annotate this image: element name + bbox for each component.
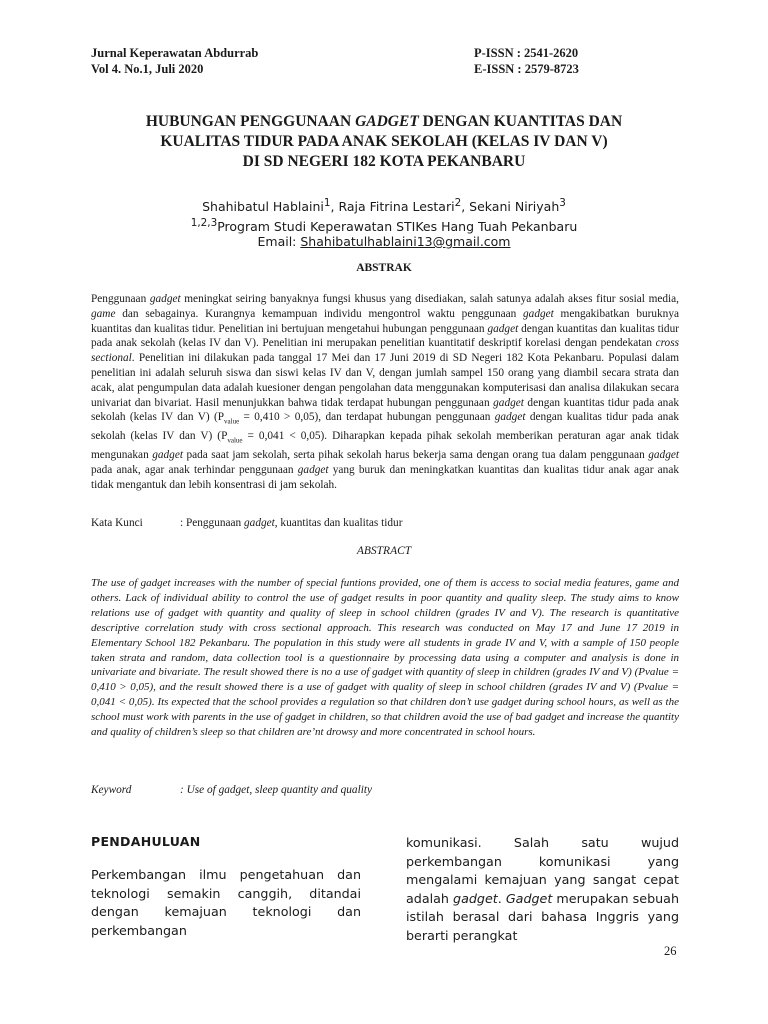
kata-kunci-label: Kata Kunci: [91, 517, 143, 529]
abstract-body: The use of gadget increases with the number of special funtions provided, one of them is access to social media features, game and others. Lack of individual ability to control the use of gadget results in poor quantity and quality sleep. The study aims to know relations use of gadget with quantity and quality of sleep in school children (grades IV and V). The research is quantitative descriptive correlation study with cross sectional approach. This research was conducted on May 17 and June 17 2019 in Elementary School 182 Pekanbaru. The population in this study were all students in grade IV and V, with a sample of 150 people taken strata and random, data collection tool is a questionnaire by processing data using a computer and analysis is done in univariate and bivariate. The result showed there is no a use of gadget with quantity of sleep in children (grades IV and V) (Pvalue = 0,410 > 0,05), and the result showed there is a use of gadget with quality of sleep in school children (grades IV and V) (Pvalue = 0,041 < 0,05). Its expected that the school provides a regulation so that children don’t use gadget during school hours, as well as the school must work with parents in the use of gadget in children, so that children avoid the use of bad gadget and increase the quantity and quality of children’s sleep so that children are’nt drowsy and more concentrated in school hours.: [91, 577, 679, 739]
journal-name: Jurnal Keperawatan Abdurrab: [91, 46, 259, 60]
intro-left-column: Perkembangan ilmu pengetahuan dan teknologi semakin canggih, ditandai dengan kemajuan teknologi dan perkembangan: [91, 867, 361, 938]
abstract-heading: ABSTRACT: [356, 545, 412, 557]
paper-title: [80, 112, 688, 172]
title-line-2: KUALITAS TIDUR PADA ANAK SEKOLAH (KELAS IV DAN V): [160, 133, 608, 150]
abstrak-body: Penggunaan gadget meningkat seiring banyaknya fungsi khusus yang disediakan, salah satunya adalah akses fitur sosial media, game dan sebagainya. Kurangnya kemampuan individu mengontrol waktu penggunaan gadget mengakibatkan buruknya kuantitas dan kualitas tidur. Penelitian ini bertujuan mengetahui hubungan penggunaan gadget dengan kuantitas dan kualitas tidur pada anak sekolah (kelas IV dan V). Penelitian ini merupakan penelitian kuantitatif deskriptif korelasi dengan pendekatan cross sectional. Penelitian ini dilakukan pada tanggal 17 Mei dan 17 Juni 2019 di SD Negeri 182 Kota Pekanbaru. Populasi dalam penelitian ini adalah seluruh siswa dan siswi kelas IV dan V, dengan jumlah sampel 150 orang yang diambil secara strata dan acak, alat pengumpulan data adalah kuesioner dengan pengolahan data menggunakan komputerisasi dan analisa dilakukan secara univariat dan bivariat. Hasil menunjukkan bahwa tidak terdapat hubungan penggunaan gadget dengan kuantitas tidur pada anak sekolah (kelas IV dan V) $(P_{value} = 0,410 > 0,05)$, dan terdapat hubungan penggunaan gadget dengan kualitas tidur pada anak sekolah (kelas IV dan V) $(P_{value} = 0,041 < 0,05)$. Diharapkan kepada pihak sekolah memberikan peraturan agar anak tidak mengunakan gadget pada saat jam sekolah, serta pihak sekolah harus bekerja sama dengan orang tua dalam penggunaan gadget pada anak, agar anak terhindar penggunaan gadget yang buruk dan meningkatkan kuantitas dan kualitas tidur anak agar anak tidak mengantuk dan lebih konsentrasi di jam sekolah.: [91, 293, 680, 492]
kata-kunci: Kata Kunci : Penggunaan gadget, kuantitas dan kualitas tidur: [91, 517, 403, 529]
page-number: 26: [664, 944, 677, 958]
title-line-1: HUBUNGAN PENGGUNAAN GADGET DENGAN KUANTITAS DAN: [145, 113, 623, 130]
e-issn: E-ISSN : 2579-8723: [474, 62, 579, 76]
journal-volume: Vol 4. No.1, Juli 2020: [91, 62, 204, 76]
journal-header: [91, 45, 258, 77]
title-line-3: DI SD NEGERI 182 KOTA PEKANBARU: [242, 153, 526, 170]
section-heading-pendahuluan: PENDAHULUAN: [91, 834, 201, 849]
p-issn: P-ISSN : 2541-2620: [474, 46, 579, 60]
keyword-label: Keyword: [91, 784, 132, 796]
author-email: Email: Shahibatulhablaini13@gmail.com: [257, 234, 511, 249]
abstrak-heading: ABSTRAK: [356, 262, 412, 274]
keyword: Keyword : Use of gadget, sleep quantity and quality: [91, 784, 373, 796]
issn-header: [474, 45, 579, 77]
author-affiliation: $^{1,2,3}$Program Studi Keperawatan STIKes Hang Tuah Pekanbaru: [190, 217, 578, 235]
author-list: Shahibatul Hablaini$^1$, Raja Fitrina Lestari$^2$, Sekani Niriyah$^3$: [202, 197, 566, 215]
intro-right-column: komunikasi. Salah satu wujud perkembangan komunikasi yang mengalami kemajuan yang sangat cepat adalah gadget. Gadget merupakan sebuah istilah berasal dari bahasa Inggris yang berarti perangkat: [406, 835, 679, 943]
email-link[interactable]: Shahibatulhablaini13@gmail.com: [300, 234, 511, 249]
